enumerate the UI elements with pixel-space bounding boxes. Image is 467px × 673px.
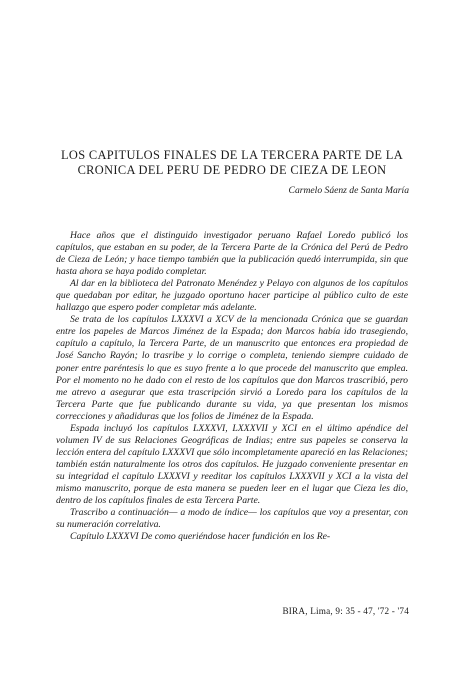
article-body xyxy=(56,230,408,543)
article-title-line-2: CRONICA DEL PERU DE PEDRO DE CIEZA DE LEON xyxy=(77,163,387,177)
paragraph-4: Espada incluyó los capítulos LXXXVI, LXXXVII y XCI en el último apéndice del volumen IV de sus Relaciones Geográficas de Indias; entre sus papeles se conserva la lección entera del capítulo LXXXVI que sólo incompletamente apareció en las Relaciones; también están naturalmente los otros dos capítulos. He juzgado conveniente presentar en su integridad el capítulo LXXXVI y reeditar los capítulos LXXXVII y XCI a la vista del mismo manuscrito, porque de esta manera se pueden leer en el lugar que Cieza les dio, dentro de los capítulos finales de esta Tercera Parte. xyxy=(56,422,408,507)
paragraph-2: Al dar en la biblioteca del Patronato Menéndez y Pelayo con algunos de los capítulos que quedaban por editar, he juzgado oportuno hacer participe al público culto de este hallazgo que espero poder completar más adelante. xyxy=(56,278,408,314)
paragraph-3: Se trata de los capítulos LXXXVI a XCV de la mencionada Crónica que se guardan entre los papeles de Marcos Jiménez de la Espada; don Marcos había ido trasegiendo, capítulo a capítulo, la Tercera Parte, de un manuscrito que entonces era propiedad de José Sancho Rayón; lo trasribe y lo corrige o completa, teniendo siempre cuidado de poner entre paréntesis lo que es suyo frente a lo que procede del manuscrito que emplea. Por el momento no he dado con el resto de los capítulos que don Marcos trascribió, pero me atrevo a asegurar que esta trascripción sirvió a Loredo para los capítulos de la Tercera Parte que fue publicando durante su vida, ya que presentan los mismos correcciones y añadiduras que los folios de Jiménez de la Espada. xyxy=(56,314,408,422)
paragraph-1: Hace años que el distinguido investigador peruano Rafael Loredo publicó los capítulos, que estaban en su poder, de la Tercera Parte de la Crónica del Perú de Pedro de Cieza de León; y hace tiempo también que la publicación quedó interrumpida, sin que hasta ahora se haya podido completar. xyxy=(56,230,408,278)
paragraph-5: Trascribo a continuación— a modo de índice— los capítulos que voy a presentar, con su numeración correlativa. xyxy=(56,507,408,531)
journal-citation: BIRA, Lima, 9: 35 - 47, '72 - '74 xyxy=(282,606,409,616)
article-title-line-1: LOS CAPITULOS FINALES DE LA TERCERA PARTE DE LA xyxy=(60,148,404,162)
article-author: Carmelo Sáenz de Santa María xyxy=(288,185,409,196)
paragraph-6: Capítulo LXXXVI De como queriéndose hacer fundición en los Re- xyxy=(70,531,331,543)
